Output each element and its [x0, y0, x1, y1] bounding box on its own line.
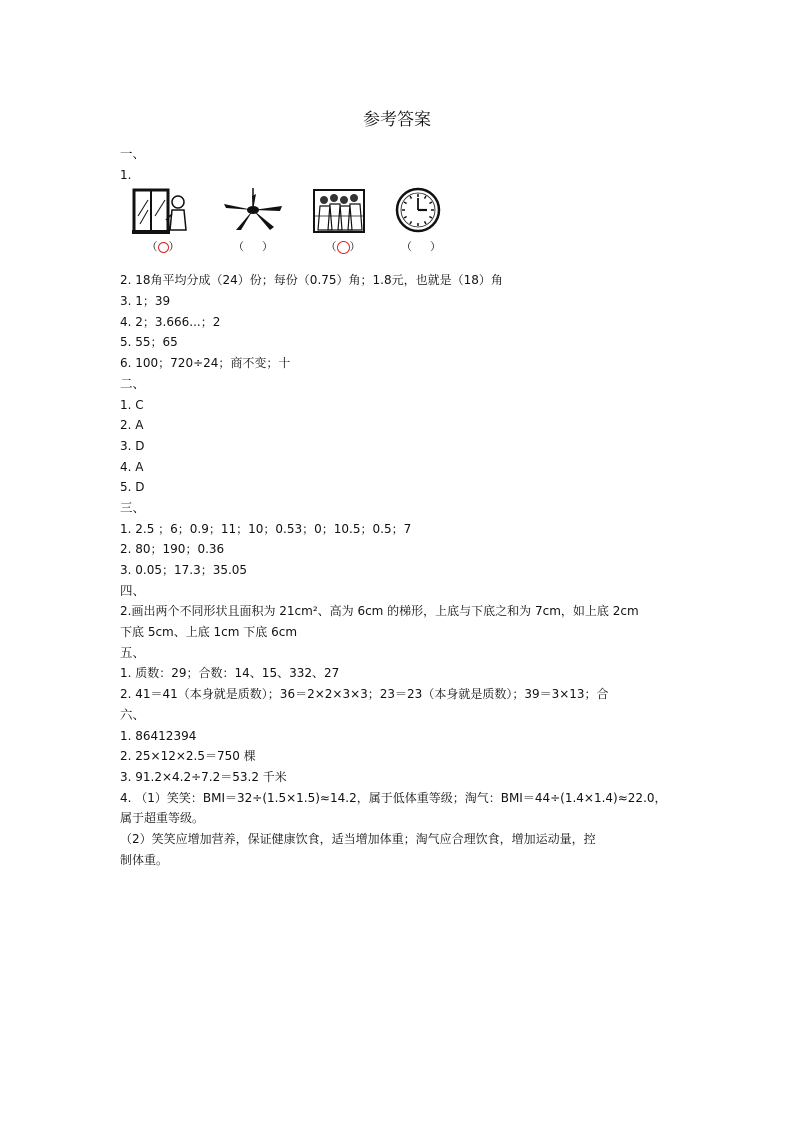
section-heading: 五、: [120, 644, 146, 660]
section-heading: 六、: [120, 706, 146, 722]
answer-line: 属于超重等级。: [120, 811, 205, 826]
answer-line: 2. A: [120, 418, 144, 433]
answer-line: 3. 91.2×4.2÷7.2＝53.2 千米: [120, 769, 287, 784]
answer-line: 1. 2.5 ；6；0.9；11；10；0.53；0；10.5；0.5；7: [120, 521, 412, 536]
picture-answer-2: （ ）: [233, 240, 273, 253]
answer-line: 1. 质数：29；合数：14、15、332、27: [120, 666, 340, 681]
answer-line: 1. C: [120, 397, 144, 412]
answer-line: 5. 55；65: [120, 335, 178, 350]
answer-line: 6. 100；720÷24；商不变；十: [120, 356, 291, 371]
question-label: 1.: [120, 167, 132, 182]
picture-answer-3: （ ）: [325, 240, 361, 253]
answer-line: 3. 1；39: [120, 294, 171, 309]
answer-line: 2. 80；190；0.36: [120, 542, 225, 557]
answer-line: 5. D: [120, 480, 145, 495]
picture-spacer: [120, 185, 690, 270]
answer-line: 3. D: [120, 438, 145, 453]
answer-line: （2）笑笑应增加营养，保证健康饮食，适当增加体重；淘气应合理饮食，增加运动量，控: [120, 831, 596, 846]
answer-line: 下底 5cm、上底 1cm 下底 6cm: [120, 625, 298, 640]
picture-answer-1: （ ）: [146, 240, 180, 253]
answer-line: 2.画出两个不同形状且面积为 21cm²、高为 6cm 的梯形，上底与下底之和为 7cm，如上底 2cm: [120, 604, 639, 619]
section-heading: 二、: [120, 375, 146, 391]
answer-line: 制体重。: [120, 852, 169, 867]
answer-line: 2. 25×12×2.5＝750 棵: [120, 749, 256, 764]
page-title: 参考答案: [363, 110, 431, 130]
answer-line: 4. 2；3.666...；2: [120, 314, 221, 329]
answer-line: 2. 18角平均分成（24）份；每份（0.75）角；1.8元，也就是（18）角: [120, 273, 503, 288]
answer-line: 1. 86412394: [120, 728, 197, 743]
answer-body: [120, 144, 690, 870]
picture-answer-4: （ ）: [401, 240, 441, 253]
section-heading: 三、: [120, 499, 146, 515]
answer-line: 4. （1）笑笑：BMI＝32÷(1.5×1.5)≈14.2，属于低体重等级；淘气：BMI＝44÷(1.4×1.4)≈22.0，: [120, 790, 667, 805]
section-heading: 一、: [120, 146, 146, 161]
section-heading: 四、: [120, 582, 146, 598]
answer-line: 4. A: [120, 459, 144, 474]
answer-line: 3. 0.05；17.3；35.05: [120, 563, 248, 577]
answer-line: 2. 41＝41（本身就是质数）；36＝2×2×3×3；23＝23（本身就是质数）；39＝3×13；合: [120, 687, 609, 702]
